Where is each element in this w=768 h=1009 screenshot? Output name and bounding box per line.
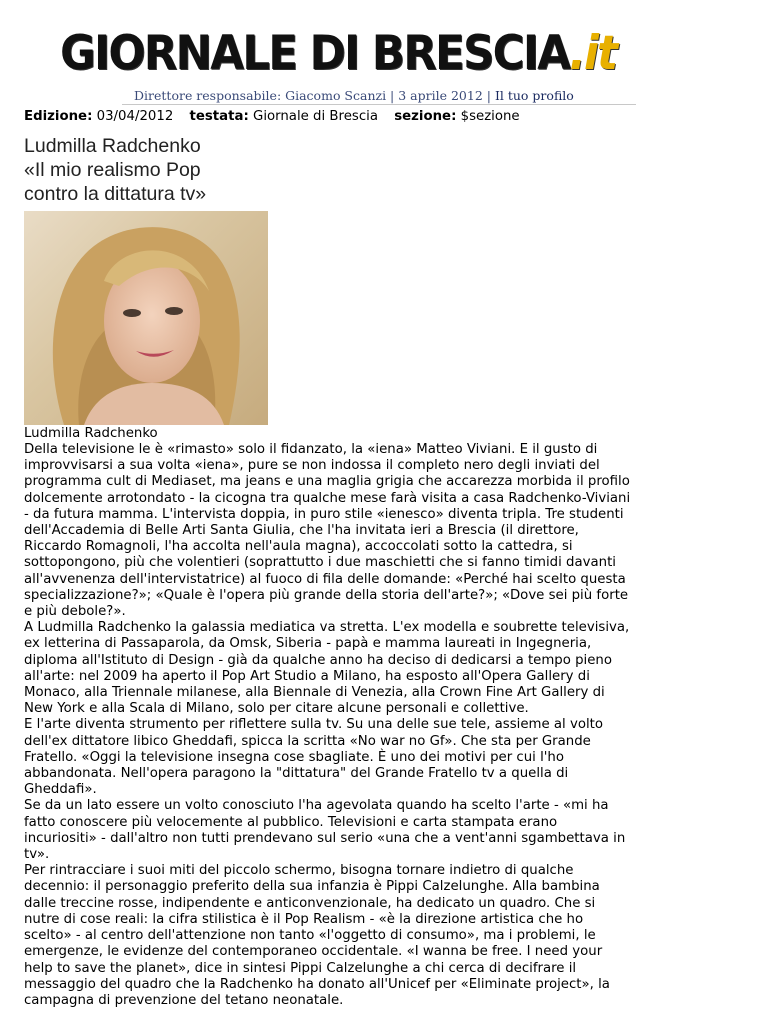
edizione-value: 03/04/2012 <box>96 109 174 124</box>
body-line: Riccardo Romagnoli, l'ha accolta nell'aula magna), accoccolati sotto la cattedra, si <box>24 539 573 555</box>
body-line: A Ludmilla Radchenko la galassia mediatica va stretta. L'ex modella e soubrette televisiva, <box>24 620 630 636</box>
body-line: dell'ex dittatore libico Gheddafi, spicca la scritta «No war no Gf». Che sta per Grande <box>24 733 591 749</box>
body-line: scelto» - al centro dell'attenzione non tanto «l'oggetto di consumo», ma i problemi, le <box>24 928 596 944</box>
body-line: fatto conoscere più velocemente al pubblico. Televisioni e carta stampata erano <box>24 814 558 830</box>
body-line: E l'arte diventa strumento per riflettere sulla tv. Su una delle sue tele, assieme al volto <box>24 717 604 733</box>
sezione-value: $sezione <box>460 109 520 124</box>
body-line: Per rintracciare i suoi miti del piccolo schermo, bisogna tornare indietro di qualche <box>24 863 574 879</box>
profile-link[interactable]: Il tuo profilo <box>494 88 574 103</box>
article-title <box>24 134 324 206</box>
topline <box>134 88 574 103</box>
body-line: - da futura mamma. L'intervista doppia, in puro stile «ienesco» diventa tripla. Tre studenti <box>24 506 624 522</box>
body-line: nutre di cose reali: la cifra stilistica è il Pop Realism - «è la direzione artistica che ho <box>24 911 584 927</box>
body-line: programma cult di Mediaset, ma jeans e una maglia grigia che accarezza morbida il profilo <box>24 474 630 490</box>
body-line: sottopongono, più che volentieri (soprattutto i due maschietti che si fanno timidi davanti <box>24 555 616 571</box>
body-line: New York e alla Scala di Milano, solo per citare alcune personali e collettive. <box>24 701 529 717</box>
body-line: incuriositi» - dall'altro non tutti prendevano sul serio «una che a vent'anni sgambettava in <box>24 830 626 846</box>
byline: Direttore responsabile: Giacomo Scanzi | 3 aprile 2012 <box>134 88 483 103</box>
body-line: decennio: il personaggio preferito della sua infanzia è Pippi Calzelunghe. Alla bambina <box>24 879 600 895</box>
body-line: all'avvenenza dell'intervistatrice) al fuoco di fila delle domande: «Perché hai scelto questa <box>24 571 626 587</box>
body-line: dell'Accademia di Belle Arti Santa Giulia, che l'ha invitata ieri a Brescia (il direttore, <box>24 523 579 539</box>
article-meta <box>24 109 520 124</box>
body-line: tv». <box>24 847 50 863</box>
masthead-logo[interactable] <box>60 24 640 86</box>
body-line: dolcemente arrotondato - la cicogna tra qualche mese farà visita a casa Radchenko-Viviani <box>24 490 631 506</box>
article-body <box>24 442 744 1009</box>
photo-caption: Ludmilla Radchenko <box>24 426 158 441</box>
portrait-illustration <box>24 211 268 425</box>
body-line: improvvisarsi a sua volta «iena», pure se non indossa il completo nero degli inviati del <box>24 458 600 474</box>
masthead-brand-text: GIORNALE DI BRESCIA <box>60 26 570 81</box>
masthead-brand-ext: .it <box>569 26 617 81</box>
body-line: ex letterina di Passaparola, da Omsk, Siberia - papà e mamma laureati in Ingegneria, <box>24 636 592 652</box>
edizione-label: Edizione: <box>24 109 93 124</box>
body-line: messaggio del quadro che la Radchenko ha donato all'Unicef per «Eliminate project», la <box>24 976 610 992</box>
sezione-label: sezione: <box>394 109 457 124</box>
body-line: Monaco, alla Triennale milanese, alla Biennale di Venezia, alla Crown Fine Art Gallery di <box>24 685 605 701</box>
divider <box>122 104 636 105</box>
body-line: all'arte: nel 2009 ha aperto il Pop Art Studio a Milano, ha esposto all'Opera Gallery di <box>24 668 590 684</box>
body-line: Se da un lato essere un volto conosciuto l'ha agevolata quando ha scelto l'arte - «mi ha <box>24 798 609 814</box>
body-line: specializzazione?»; «Quale è l'opera più grande della storia dell'arte?»; «Dove sei più forte <box>24 587 629 603</box>
body-line: emergenze, le evidenze del contemporaneo occidentale. «I wanna be free. I need your <box>24 944 603 960</box>
testata-value: Giornale di Brescia <box>253 109 378 124</box>
byline-separator: | <box>482 88 495 103</box>
body-line: campagna di prevenzione del tetano neonatale. <box>24 992 344 1008</box>
body-line: e più debole?». <box>24 604 126 620</box>
body-line: Gheddafi». <box>24 782 97 798</box>
body-line: diploma all'Istituto di Design - già da qualche anno ha deciso di dedicarsi a tempo pieno <box>24 652 612 668</box>
testata-label: testata: <box>189 109 249 124</box>
article-title-line: Ludmilla Radchenko <box>24 135 201 157</box>
masthead-brand <box>60 24 616 84</box>
article-title-line: contro la dittatura tv» <box>24 183 207 205</box>
body-line: dalle treccine rosse, indipendente e anticonvenzionale, ha dedicato un quadro. Che si <box>24 895 596 911</box>
body-line: Della televisione le è «rimasto» solo il fidanzato, la «iena» Matteo Viviani. E il gusto di <box>24 442 598 457</box>
body-line: help to save the planet», dice in sintesi Pippi Calzelunghe a chi cerca di decifrare il <box>24 960 577 976</box>
article-photo <box>24 211 268 425</box>
body-line: Fratello. «Oggi la televisione insegna cose sbagliate. È uno dei motivi per cui l'ho <box>24 749 564 765</box>
article-title-line: «Il mio realismo Pop <box>24 159 201 181</box>
body-line: abbandonata. Nell'opera paragono la "dittatura" del Grande Fratello tv a quella di <box>24 766 569 782</box>
